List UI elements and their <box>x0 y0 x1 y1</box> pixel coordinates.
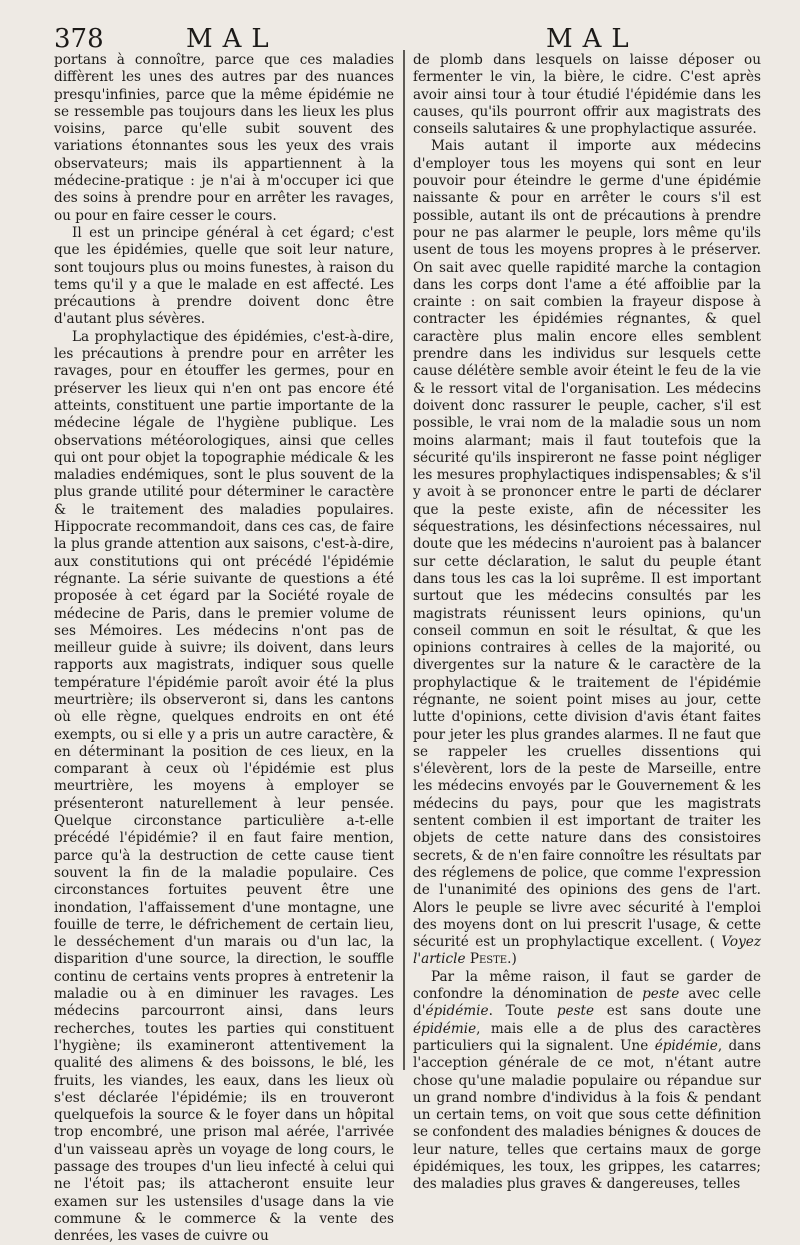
page-number: 378 <box>54 24 104 54</box>
text-run: , dans l'acception générale de ce mot, n'étant autre chose qu'une maladie populaire ou répandue sur un grand nombre d'individus à la fois & pendant un certain tems, on voit que sous cette définition se confondent des maladies bénignes & douces de leur nature, telles que certains maux de gorge épidémiques, les toux, les grippes, les catarres; des maladies plus graves & dangereuses, telles <box>413 1037 761 1193</box>
paragraph <box>413 969 761 1194</box>
paragraph: de plomb dans lesquels on laisse déposer ou fermenter le vin, la bière, le cidre. C'est après avoir ainsi tour à tour étudié l'épidémie dans les causes, qu'ils pourront offrir aux magistrats des conseils salutaires & une prophylactique assurée. <box>413 52 761 138</box>
paragraph: La prophylactique des épidémies, c'est-à-dire, les précautions à prendre pour en arrêter les ravages, pour en étouffer les germes, pour en préserver les lieux qui n'en ont pas encore été atteints, constituent une partie importante de la médecine légale de l'hygiène publique. Les observations météorologiques, ainsi que celles qui ont pour objet la topographie médicale & les maladies endémiques, sont le plus souvent de la plus grande utilité pour déterminer le caractère & le traitement des maladies populaires. Hippocrate recommandoit, dans ces cas, de faire la plus grande attention aux saisons, c'est-à-dire, aux constitutions qui ont précédé l'épidémie régnante. La série suivante de questions a été proposée à cet égard par la Société royale de médecine de Paris, dans le premier volume de ses Mémoires. Les médecins n'ont pas de meilleur guide à suivre; ils doivent, dans leurs rapports aux magistrats, indiquer sous quelle température l'épidémie paroît avoir été la plus meurtrière; ils observeront si, dans les cantons où elle règne, quelques endroits en ont été exempts, ou si elle y a pris un autre caractère, & en déterminant la position de ces lieux, en la comparant à ceux où l'épidémie est plus meurtrière, les moyens à employer se présenteront naturellement à leur pensée. Quelque circonstance particulière a-t-elle précédé l'épidémie? il en faut faire mention, parce qu'à la destruction de cette cause tient souvent la fin de la maladie populaire. Ces circonstances fortuites peuvent être une inondation, l'affaissement d'une montagne, une fouille de terre, le défrichement de certain lieu, le desséchement d'un marais ou d'un lac, la disparition d'une source, la direction, le souffle continu de certains vents propres à entretenir la maladie ou à en diminuer les ravages. Les médecins parcourront ainsi, dans leurs recherches, toutes les parties qui constituent l'hygiène; ils examineront attentivement la qualité des alimens & des boissons, le blé, les fruits, les viandes, les eaux, dans les lieux où s'est déclarée l'épidémie; ils en trouveront quelquefois la source & le foyer dans un hôpital trop encombré, une prison mal aérée, l'arrivée d'un vaisseau après un voyage de long cours, le passage des troupes d'un lieu infecté à celui qui ne l'étoit pas; ils attacheront ensuite leur examen sur les ustensiles d'usage dans la vie commune & le commerce & la vente des denrées, les vases de cuivre ou <box>54 328 394 1245</box>
text-run: Par la même raison, il faut se garder de confondre la dénomination de <box>413 968 761 1003</box>
running-head-left: MAL <box>186 24 279 54</box>
paragraph <box>413 138 761 968</box>
text-run: est sans doute une <box>606 1003 761 1020</box>
column-divider <box>403 50 405 1070</box>
paragraph: Il est un principe général à cet égard; c'est que les épidémies, quelle que soit leur nature, sont toujours plus ou moins funestes, à raison du tems qu'il y a que le malade en est affecté. Les précautions à prendre doivent donc être d'autant plus sévères. <box>54 224 394 328</box>
italic-term: peste <box>642 986 680 1003</box>
italic-term: épidémie <box>425 1003 489 1020</box>
page-header <box>54 22 764 54</box>
italic-term: peste <box>556 1003 595 1020</box>
see-also-close: .) <box>507 951 517 968</box>
text-run: , mais elle a de plus des caractères particuliers qui la signalent. Une <box>413 1020 761 1054</box>
text-run: . Toute <box>488 1003 545 1020</box>
running-head-right: MAL <box>546 24 639 54</box>
paragraph: portans à connoître, parce que ces maladies diffèrent les unes des autres par des nuances presqu'infinies, parce que la même épidémie ne se ressemble pas toujours dans les lieux les plus voisins, parce qu'elle subit souvent des variations étonnantes sous les yeux des vrais observateurs; mais ils appartiennent à la médecine-pratique : je n'ai à m'occuper ici que des soins à prendre pour en arrêter les ravages, ou pour en faire cesser le cours. <box>54 52 394 224</box>
see-also-open: ( <box>709 934 715 951</box>
left-column <box>54 52 394 1245</box>
paragraph-text: Mais autant il importe aux médecins d'employer tous les moyens qui sont en leur pouvoir pour éteindre le germe d'une épidémie naissante & pour en arrêter le cours s'il est possible, autant ils ont de précautions à prendre pour ne pas alarmer le peuple, lors même qu'ils usent de tous les moyens propres à le préserver. On sait avec quelle rapidité marche la contagion dans les corps dont l'ame a été affoiblie par la crainte : on sait combien la frayeur dispose à contracter les épidémies régnantes, & quel caractère plus malin encore elles semblent prendre dans les individus sur lesquels cette cause délétère semble avoir éteint le feu de la vie & le ressort vital de l'organisation. Les médecins doivent donc rassurer le peuple, cacher, s'il est possible, le vrai nom de la maladie sous un nom moins alarmant; mais il faut toutefois que la sécurité qu'ils inspireront ne fasse point négliger les mesures prophylactiques indispensables; & s'il y avoit à se prononcer entre le parti de déclarer que la peste existe, afin de nécessiter les séquestrations, les désinfections nécessaires, nul doute que les médecins n'auroient pas à balancer sur cette déclaration, le salut du peuple étant dans tous les cas la loi suprême. Il est important surtout que les médecins consultés par les magistrats réunissent leurs opinions, qu'un conseil commun en soit le résultat, & que les opinions contraires à celles de la majorité, ou divergentes sur la nature & le caractère de la prophylactique & le traitement de l'épidémie régnante, ne soient point mises au jour, cette lutte d'opinions, cette division d'avis étant faites pour jeter les plus grandes alarmes. Il ne faut que se rappeler les cruelles dissentions qui s'élevèrent, lors de la peste de Marseille, entre les médecins envoyés par le Gouvernement & les médecins du pays, pour que les magistrats sentent combien il est important de traiter les objets de cette nature dans des consistoires secrets, & de n'en faire connoître les résultats par des réglemens de police, que comme l'expression de l'unanimité des opinions des gens de l'art. Alors le peuple se livre avec sécurité à l'emploi des moyens dont on lui prescrit l'usage, & cette sécurité est un prophylactique excellent. <box>413 138 761 951</box>
text-run: avec celle d' <box>413 986 761 1020</box>
see-also-label: Voyez l'article <box>413 934 761 968</box>
see-also-target: Peste <box>469 951 508 968</box>
italic-term: épidémie <box>413 1020 477 1037</box>
right-column <box>413 52 761 1194</box>
italic-term: épidémie <box>654 1037 718 1054</box>
